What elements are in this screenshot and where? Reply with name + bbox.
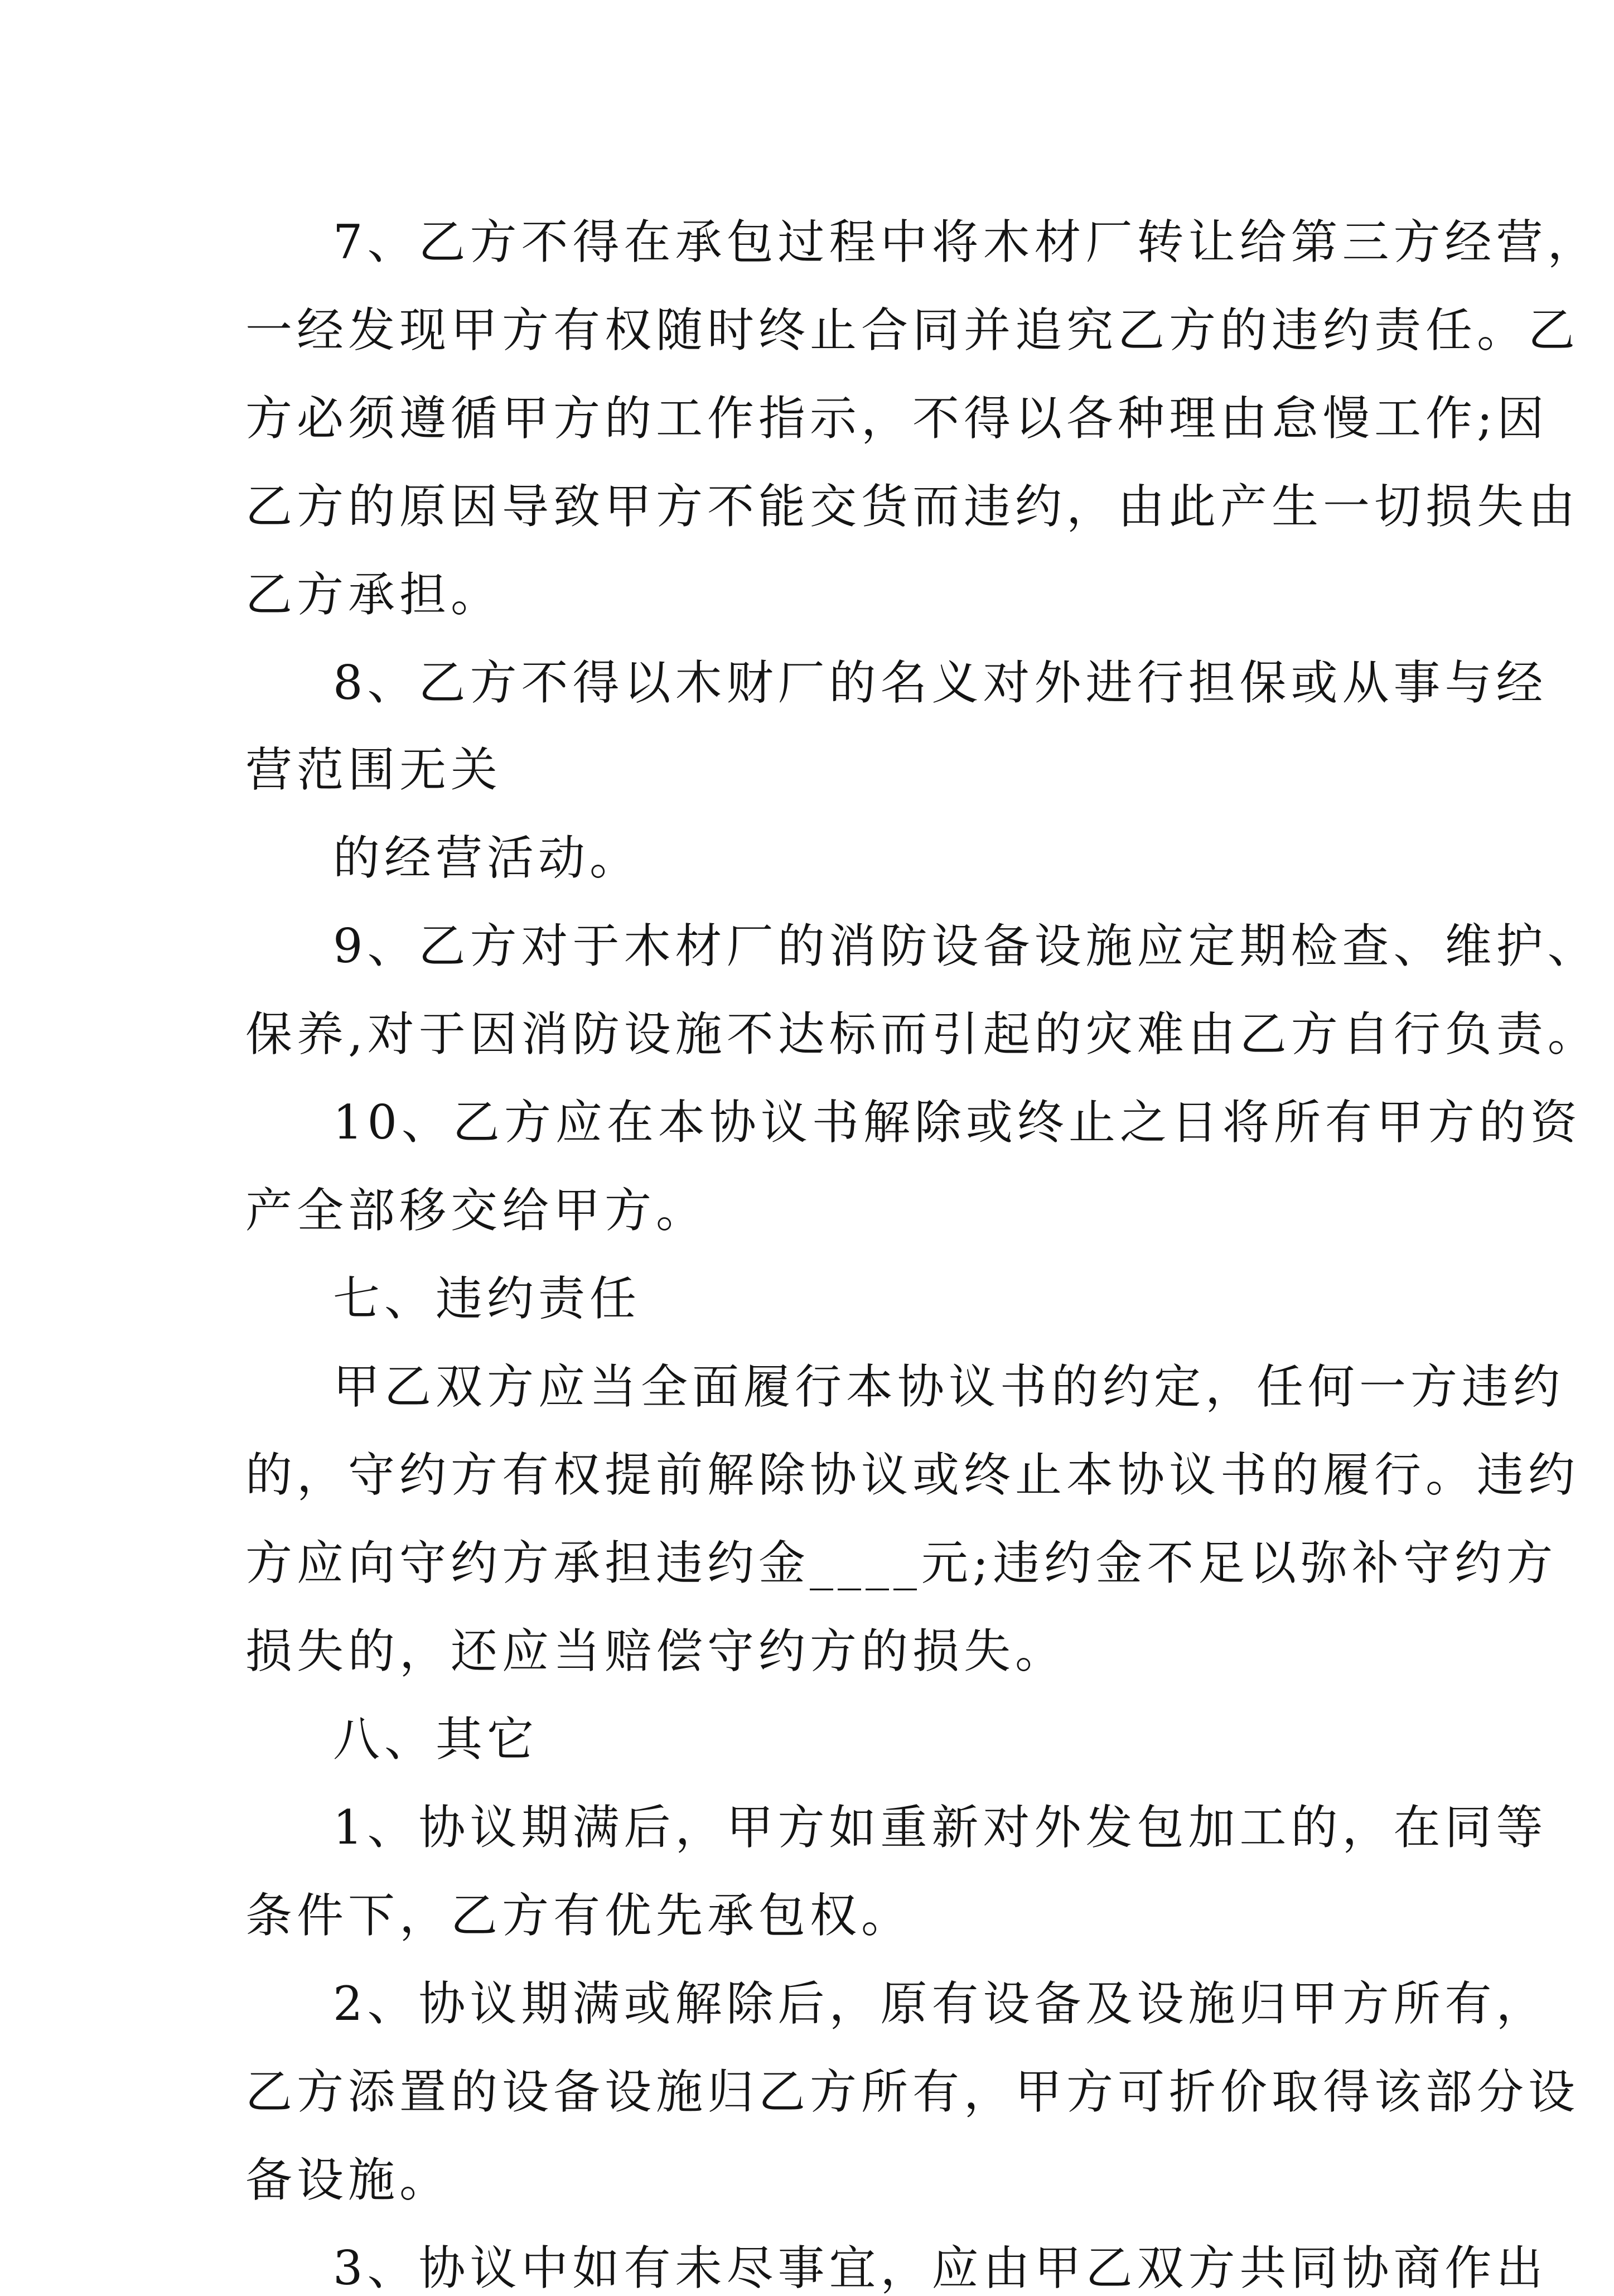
paragraph-line: 方必须遵循甲方的工作指示，不得以各种理由怠慢工作;因 xyxy=(245,391,1549,446)
section-heading: 七、违约责任 xyxy=(333,1271,641,1326)
paragraph-line: 备设施。 xyxy=(245,2153,451,2207)
section-heading: 八、其它 xyxy=(333,1712,539,1767)
paragraph-line: 9、乙方对于木材厂的消防设备设施应定期检查、维护、 xyxy=(333,919,1599,973)
paragraph-line: 方应向守约方承担违约金____元;违约金不足以弥补守约方 xyxy=(245,1536,1558,1590)
paragraph-line: 保养,对于因消防设施不达标而引起的灾难由乙方自行负责。 xyxy=(245,1007,1599,1062)
paragraph-line: 损失的，还应当赔偿守约方的损失。 xyxy=(245,1624,1067,1678)
paragraph-line: 10、乙方应在本协议书解除或终止之日将所有甲方的资 xyxy=(333,1095,1582,1150)
paragraph-line: 7、乙方不得在承包过程中将木材厂转让给第三方经营， xyxy=(333,215,1599,269)
paragraph-line: 的，守约方有权提前解除协议或终止本协议书的履行。违约 xyxy=(245,1448,1580,1502)
paragraph-line: 营范围无关 xyxy=(245,742,502,797)
paragraph-line: 3、协议中如有未尽事宜，应由甲乙双方共同协商作出 xyxy=(333,2241,1548,2295)
paragraph-line: 1、协议期满后，甲方如重新对外发包加工的，在同等 xyxy=(333,1800,1548,1855)
paragraph-line: 8、乙方不得以木财厂的名义对外进行担保或从事与经 xyxy=(333,655,1548,710)
paragraph-line: 乙方承担。 xyxy=(245,567,502,622)
paragraph-line: 条件下，乙方有优先承包权。 xyxy=(245,1888,913,1943)
paragraph-line: 甲乙双方应当全面履行本协议书的约定，任何一方违约 xyxy=(333,1359,1565,1414)
paragraph-line: 乙方添置的设备设施归乙方所有，甲方可折价取得该部分设 xyxy=(245,2065,1580,2119)
paragraph-line: 的经营活动。 xyxy=(333,831,641,885)
paragraph-line: 产全部移交给甲方。 xyxy=(245,1183,708,1238)
paragraph-line: 2、协议期满或解除后，原有设备及设施归甲方所有， xyxy=(333,1976,1548,2031)
paragraph-line: 一经发现甲方有权随时终止合同并追究乙方的违约责任。乙 xyxy=(245,303,1580,358)
paragraph-line: 乙方的原因导致甲方不能交货而违约，由此产生一切损失由 xyxy=(245,479,1580,534)
